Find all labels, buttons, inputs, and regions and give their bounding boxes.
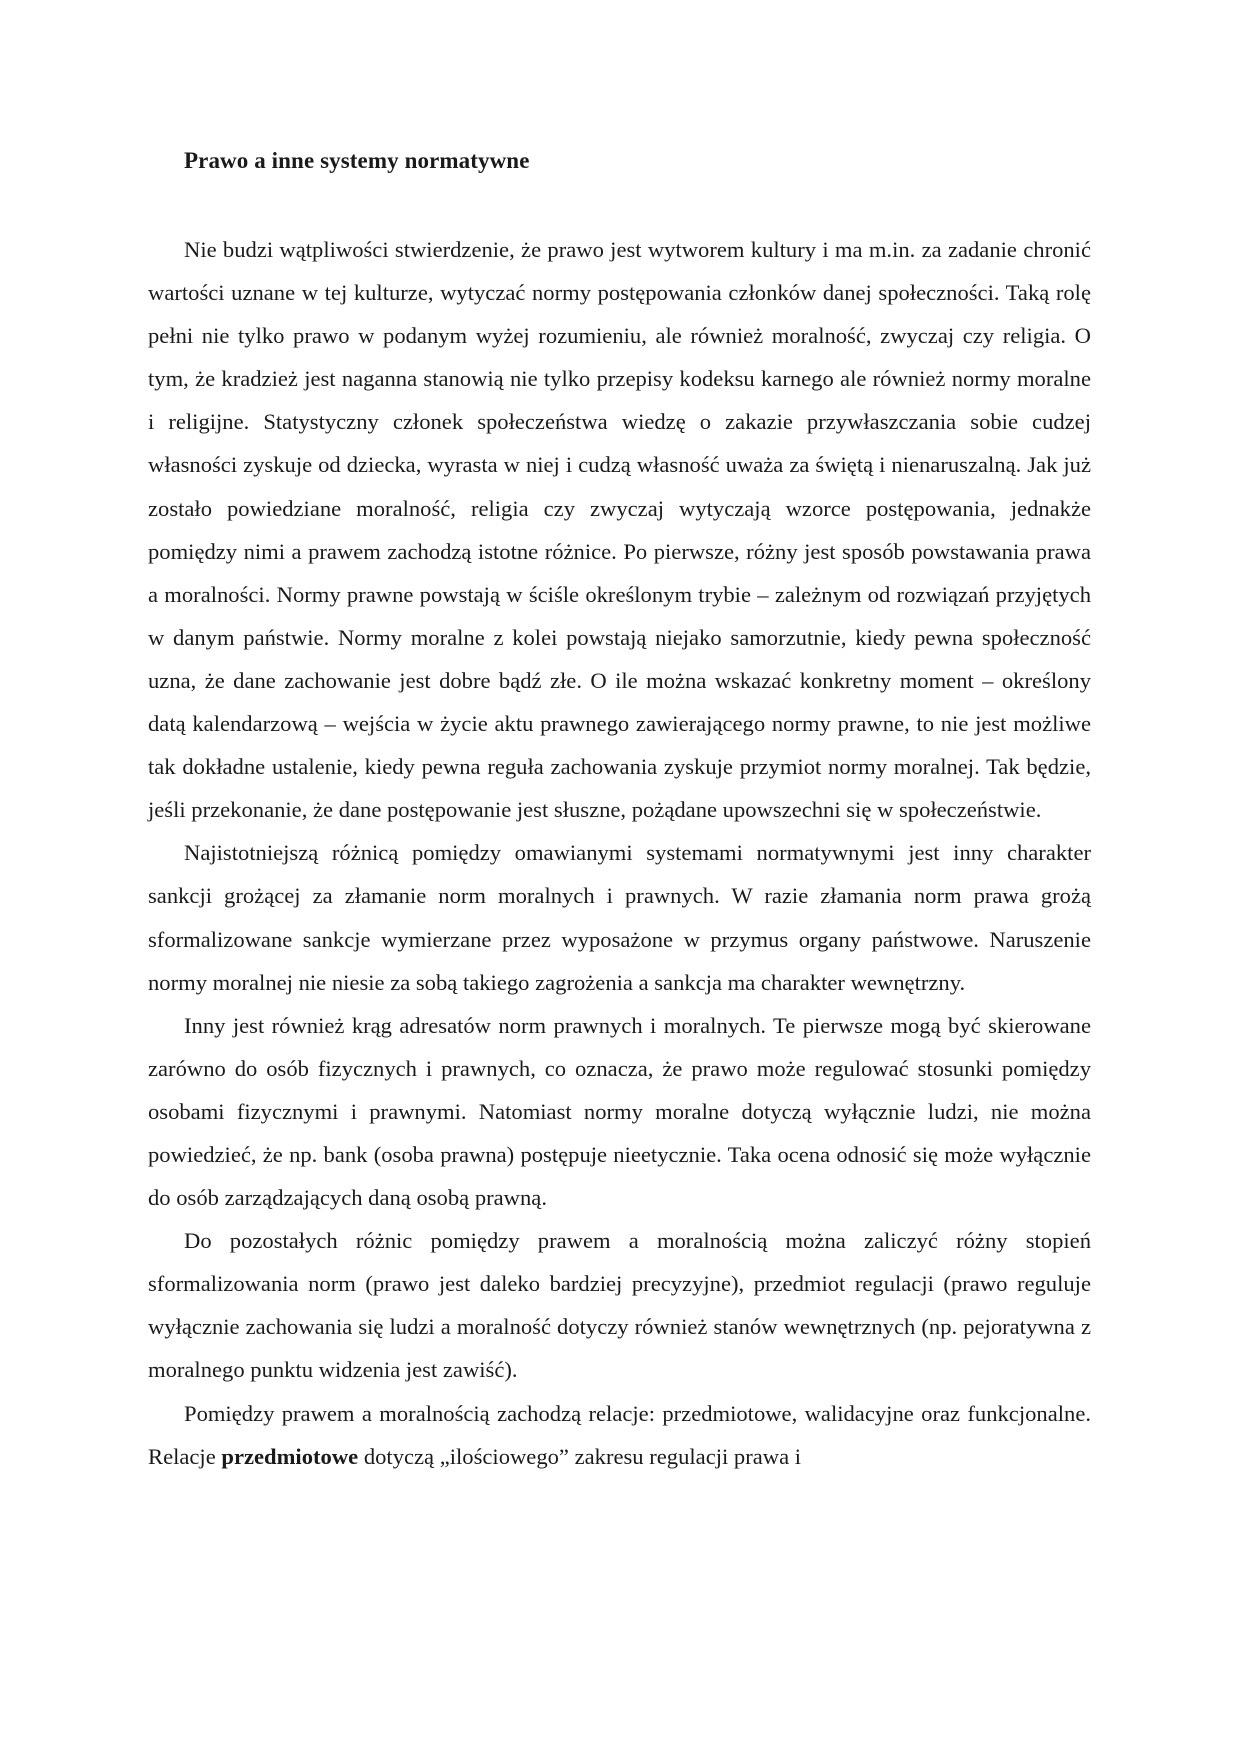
paragraph-last (148, 1392, 1091, 1478)
paragraph: Nie budzi wątpliwości stwierdzenie, że prawo jest wytworem kultury i ma m.in. za zadanie chronić wartości uznane w tej kulturze, wytyczać normy postępowania członków danej społeczności. Taką rolę pełni nie tylko prawo w podanym wyżej rozumieniu, ale również moralność, zwyczaj czy religia. O tym, że kradzież jest naganna stanowią nie tylko przepisy kodeksu karnego ale również normy moralne i religijne. Statystyczny członek społeczeństwa wiedzę o zakazie przywłaszczania sobie cudzej własności zyskuje od dziecka, wyrasta w niej i cudzą własność uważa za świętą i nienaruszalną. Jak już zostało powiedziane moralność, religia czy zwyczaj wytyczają wzorce postępowania, jednakże pomiędzy nimi a prawem zachodzą istotne różnice. Po pierwsze, różny jest sposób powstawania prawa a moralności. Normy prawne powstają w ściśle określonym trybie – zależnym od rozwiązań przyjętych w danym państwie. Normy moralne z kolei powstają niejako samorzutnie, kiedy pewna społeczność uzna, że dane zachowanie jest dobre bądź złe. O ile można wskazać konkretny moment – określony datą kalendarzową – wejścia w życie aktu prawnego zawierającego normy prawne, to nie jest możliwe tak dokładne ustalenie, kiedy pewna reguła zachowania zyskuje przymiot normy moralnej. Tak będzie, jeśli przekonanie, że dane postępowanie jest słuszne, pożądane upowszechni się w społeczeństwie. (148, 237, 1091, 823)
emphasis-text: przedmiotowe (221, 1443, 359, 1469)
paragraph: Do pozostałych różnic pomiędzy prawem a moralnością można zaliczyć różny stopień sformalizowania norm (prawo jest daleko bardziej precyzyjne), przedmiot regulacji (prawo reguluje wyłącznie zachowania się ludzi a moralność dotyczy również stanów wewnętrznych (np. pejoratywna z moralnego punktu widzenia jest zawiść). (148, 1228, 1091, 1383)
paragraph-text: dotyczą „ilościowego” zakresu regulacji prawa i (358, 1443, 802, 1469)
paragraph: Najistotniejszą różnicą pomiędzy omawianymi systemami normatywnymi jest inny charakter sankcji grożącej za złamanie norm moralnych i prawnych. W razie złamania norm prawa grożą sformalizowane sankcje wymierzane przez wyposażone w przymus organy państwowe. Naruszenie normy moralnej nie niesie za sobą takiego zagrożenia a sankcja ma charakter wewnętrzny. (148, 840, 1091, 995)
paragraph-text: Pomiędzy prawem a moralnością zachodzą relacje: przedmiotowe, walidacyjne oraz funkcjonalne. Relacje (148, 1400, 1091, 1469)
document-body (148, 228, 1091, 1478)
paragraph: Inny jest również krąg adresatów norm prawnych i moralnych. Te pierwsze mogą być skierowane zarówno do osób fizycznych i prawnych, co oznacza, że prawo może regulować stosunki pomiędzy osobami fizycznymi i prawnymi. Natomiast normy moralne dotyczą wyłącznie ludzi, nie można powiedzieć, że np. bank (osoba prawna) postępuje nieetycznie. Taka ocena odnosić się może wyłącznie do osób zarządzających daną osobą prawną. (148, 1012, 1091, 1211)
document-title: Prawo a inne systemy normatywne (184, 148, 530, 173)
